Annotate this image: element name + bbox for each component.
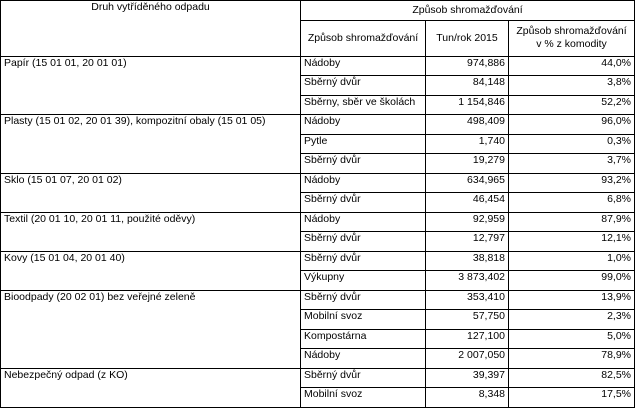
waste-type-cell: Plasty (15 01 02, 20 01 39), kompozitní obaly (15 01 05) <box>1 115 301 174</box>
table-row <box>1 115 635 135</box>
waste-type-cell: Textil (20 01 10, 20 01 11, použité oděvy) <box>1 212 301 251</box>
tons-cell: 1,740 <box>426 134 509 154</box>
share-percent-cell: 87,9% <box>509 212 635 232</box>
tons-cell: 46,454 <box>426 193 509 213</box>
table-row <box>1 251 635 271</box>
collection-method-cell: Kompostárna <box>301 329 426 349</box>
share-percent-cell: 3,8% <box>509 76 635 96</box>
collection-method-cell: Mobilní svoz <box>301 388 426 408</box>
collection-method-cell: Sběrný dvůr <box>301 232 426 252</box>
tons-cell: 1 154,846 <box>426 95 509 115</box>
table-row <box>1 173 635 193</box>
tons-cell: 84,148 <box>426 76 509 96</box>
collection-method-cell: Sběrny, sběr ve školách <box>301 95 426 115</box>
tons-cell: 39,397 <box>426 368 509 388</box>
tons-cell: 38,818 <box>426 251 509 271</box>
collection-method-cell: Pytle <box>301 134 426 154</box>
collection-method-cell: Nádoby <box>301 212 426 232</box>
collection-method-cell: Nádoby <box>301 115 426 135</box>
tons-cell: 12,797 <box>426 232 509 252</box>
table-row <box>1 56 635 76</box>
collection-method-cell: Sběrný dvůr <box>301 251 426 271</box>
share-percent-cell: 78,9% <box>509 349 635 369</box>
waste-type-cell: Nebezpečný odpad (z KO) <box>1 368 301 407</box>
tons-cell: 8,348 <box>426 388 509 408</box>
share-percent-cell: 96,0% <box>509 115 635 135</box>
collection-method-cell: Nádoby <box>301 56 426 76</box>
share-percent-cell: 5,0% <box>509 329 635 349</box>
share-percent-cell: 6,8% <box>509 193 635 213</box>
header-collection-method: Způsob shromažďování <box>301 20 426 56</box>
tons-cell: 92,959 <box>426 212 509 232</box>
table-row <box>1 290 635 310</box>
table-body <box>1 56 635 407</box>
header-waste-type: Druh vytříděného odpadu <box>1 1 301 57</box>
collection-method-cell: Sběrný dvůr <box>301 154 426 174</box>
tons-cell: 634,965 <box>426 173 509 193</box>
header-share-line2: v % z komodity <box>536 38 607 50</box>
tons-cell: 974,886 <box>426 56 509 76</box>
tons-cell: 498,409 <box>426 115 509 135</box>
share-percent-cell: 12,1% <box>509 232 635 252</box>
collection-method-cell: Sběrný dvůr <box>301 193 426 213</box>
tons-cell: 3 873,402 <box>426 271 509 291</box>
waste-type-cell: Bioodpady (20 02 01) bez veřejné zeleně <box>1 290 301 368</box>
table-row <box>1 368 635 388</box>
share-percent-cell: 13,9% <box>509 290 635 310</box>
tons-cell: 2 007,050 <box>426 349 509 369</box>
collection-method-cell: Sběrný dvůr <box>301 368 426 388</box>
tons-cell: 57,750 <box>426 310 509 330</box>
header-tons-per-year: Tun/rok 2015 <box>426 20 509 56</box>
waste-type-cell: Kovy (15 01 04, 20 01 40) <box>1 251 301 290</box>
header-share-line1: Způsob shromažďování <box>516 25 627 37</box>
share-percent-cell: 52,2% <box>509 95 635 115</box>
share-percent-cell: 93,2% <box>509 173 635 193</box>
share-percent-cell: 99,0% <box>509 271 635 291</box>
waste-type-cell: Papír (15 01 01, 20 01 01) <box>1 56 301 115</box>
collection-method-cell: Nádoby <box>301 173 426 193</box>
collection-method-cell: Sběrný dvůr <box>301 76 426 96</box>
share-percent-cell: 2,3% <box>509 310 635 330</box>
share-percent-cell: 1,0% <box>509 251 635 271</box>
share-percent-cell: 44,0% <box>509 56 635 76</box>
tons-cell: 353,410 <box>426 290 509 310</box>
header-share-percent <box>509 20 635 56</box>
share-percent-cell: 82,5% <box>509 368 635 388</box>
collection-method-cell: Výkupny <box>301 271 426 291</box>
collection-method-cell: Mobilní svoz <box>301 310 426 330</box>
table-row <box>1 212 635 232</box>
waste-type-cell: Sklo (15 01 07, 20 01 02) <box>1 173 301 212</box>
share-percent-cell: 0,3% <box>509 134 635 154</box>
collection-method-cell: Nádoby <box>301 349 426 369</box>
share-percent-cell: 17,5% <box>509 388 635 408</box>
header-collection-group: Způsob shromažďování <box>301 1 635 21</box>
collection-method-cell: Sběrný dvůr <box>301 290 426 310</box>
tons-cell: 127,100 <box>426 329 509 349</box>
tons-cell: 19,279 <box>426 154 509 174</box>
share-percent-cell: 3,7% <box>509 154 635 174</box>
